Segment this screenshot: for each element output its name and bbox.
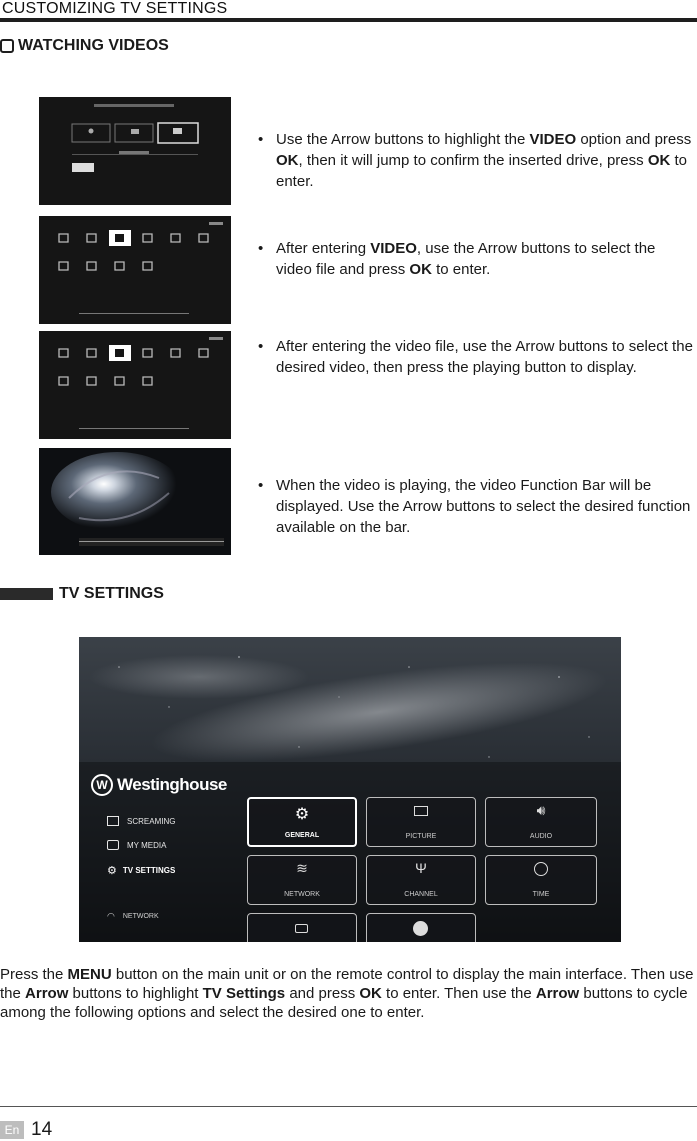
tv-menu-item[interactable] [107,864,175,877]
bullet-marker: • [258,131,264,148]
text-run: Use the Arrow buttons to highlight the [276,131,530,148]
camera-icon [107,840,119,850]
tv-menu-label: SCREAMING [127,816,176,826]
westinghouse-logo-icon: W [91,774,113,796]
bold-term: MENU [67,966,112,983]
bold-term: Arrow [535,985,580,1002]
play-icon [413,921,428,936]
bullet-3 [258,336,694,378]
bold-term: VIDEO [529,131,577,148]
tv-menu-label: TV SETTINGS [122,866,176,875]
bold-term: OK [409,261,432,278]
speaker-icon: 🔊︎ [536,802,546,818]
bold-term: OK [647,152,671,169]
text-run: to enter. [276,152,687,190]
bullet-4 [258,475,694,538]
tv-menu-item[interactable] [107,840,166,850]
bullet-text [276,129,694,192]
heading-bar [0,588,53,600]
tv-settings-title: TV SETTINGS [59,585,164,602]
bullet-marker: • [258,477,264,494]
tile-audio[interactable] [485,797,597,847]
tv-menu-item[interactable] [107,816,175,826]
text-run: After entering [276,240,371,257]
tile-picture[interactable] [366,797,476,847]
text-run: Press the [0,966,68,983]
bullet-text [276,475,694,538]
thumbnail-file-browser [39,216,231,324]
text-run: When the video is playing, the video Function Bar will be displayed. Use the Arrow buttons to select the desired function available on the bar. [276,477,691,536]
text-run: to enter. Then use the [381,985,536,1002]
screen-mirror-icon [107,816,119,826]
tv-menu-item[interactable] [107,911,159,922]
watching-videos-heading [0,37,169,55]
page-header-title: CUSTOMIZING TV SETTINGS [2,0,228,17]
bullet-1 [258,129,694,192]
text-run: buttons to highlight [68,985,203,1002]
tile-label: NETWORK [284,891,320,898]
antenna-icon: Ψ [415,860,427,876]
bullet-2 [258,238,694,280]
bullet-text [276,336,694,378]
thumbnail-video-playback [39,448,231,555]
tile-label: PICTURE [405,833,437,840]
header-rule [0,18,697,22]
bold-term: VIDEO [370,240,417,257]
text-run: and press [285,985,360,1002]
text-run: , use the Arrow buttons to select the video file and press [276,240,656,278]
text-run: After entering the video file, use the Arrow buttons to select the desired video, then press the playing button to display. [276,338,693,376]
language-badge: En [0,1121,24,1139]
watching-videos-title: WATCHING VIDEOS [18,37,169,54]
tile-lock[interactable] [247,913,357,942]
tile-channel[interactable] [366,855,476,905]
gear-icon: ⚙ [294,806,310,823]
lock-icon [295,924,308,933]
tile-time[interactable] [485,855,597,905]
bullet-marker: • [258,240,264,257]
bullet-text [276,238,694,280]
checkbox-icon [0,39,14,53]
clock-icon [534,862,548,876]
gear-icon: ⚙ [107,865,117,877]
wifi-icon: ≋ [296,860,308,876]
footer-rule [0,1106,697,1107]
tile-label: AUDIO [529,833,553,840]
text-run: buttons to cycle among the following options and select the desired one to enter. [0,985,688,1021]
tile-label: CHANNEL [404,891,438,898]
bold-term: Arrow [25,985,69,1002]
tile-label: TIME [532,891,550,898]
tv-settings-screenshot [79,637,621,942]
tv-menu-label: NETWORK [122,913,159,920]
bold-term: OK [359,985,382,1002]
bold-term: OK [276,152,299,169]
bullet-marker: • [258,338,264,355]
text-run: option and press [576,131,692,148]
tv-menu-label: MY MEDIA [127,840,167,850]
tv-settings-instructions [0,965,697,1022]
tile-network[interactable] [247,855,357,905]
tv-settings-heading [0,585,164,603]
text-run: button on the main unit or on the remote control to display the main interface. Then use the [0,966,694,1002]
text-run: to enter. [431,261,491,278]
tile-label: GENERAL [284,832,320,839]
thumbnail-source-select [39,97,231,205]
thumbnail-video-list [39,331,231,439]
page-number: 14 [31,1119,53,1140]
brand-name: Westinghouse [117,775,227,794]
tile-general[interactable] [247,797,357,847]
brand-logo [91,774,227,796]
text-run: , then it will jump to confirm the inserted drive, press [298,152,648,169]
monitor-icon [414,806,428,816]
tile-play[interactable] [366,913,476,942]
bold-term: TV Settings [202,985,286,1002]
wifi-icon: ◠ [107,911,115,921]
